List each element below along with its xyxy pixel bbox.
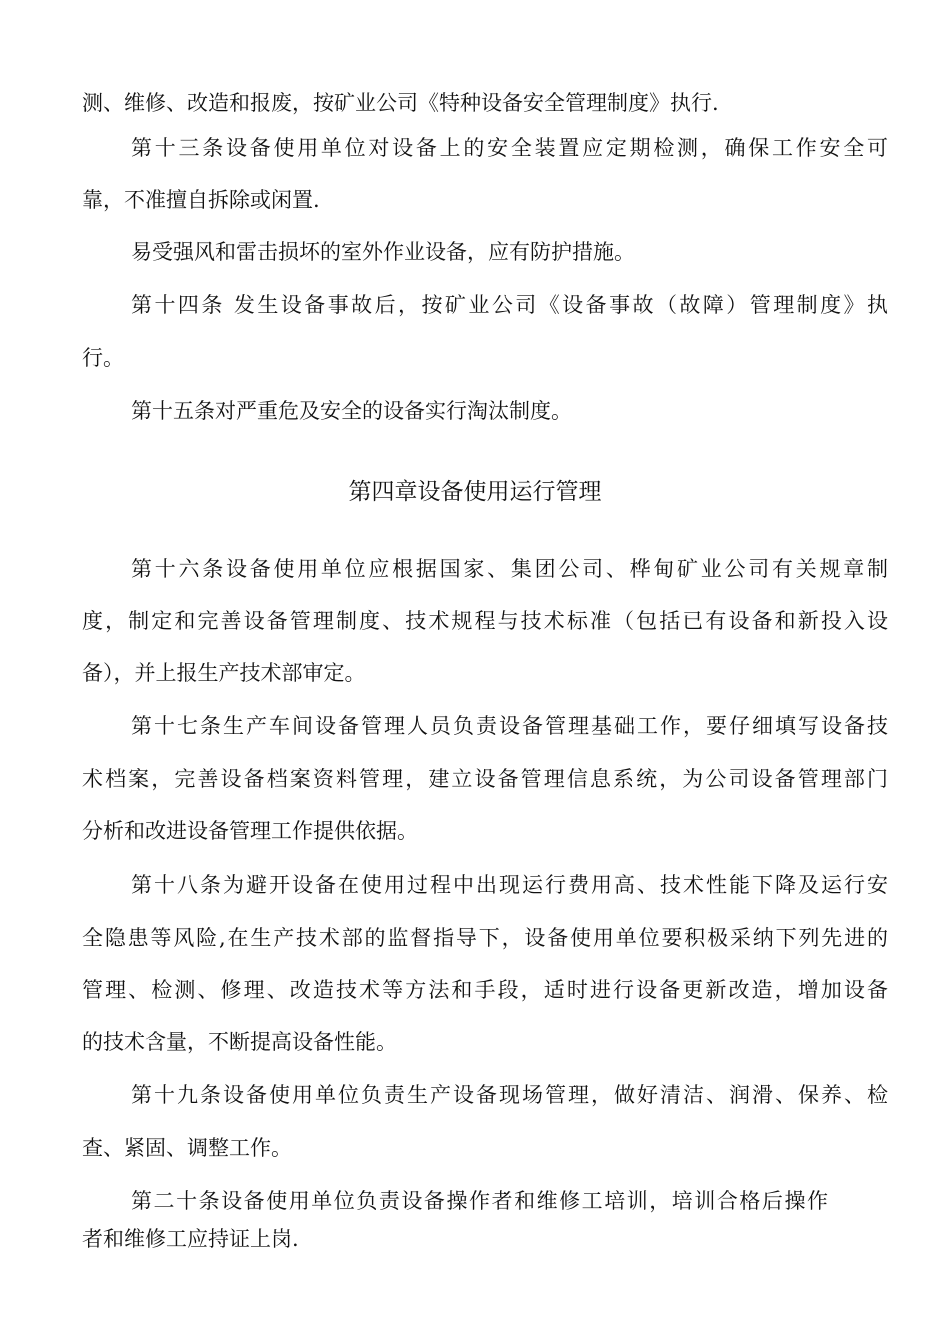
article-14-line: 第十四条 发生设备事故后，按矿业公司《设备事故（故障）管理制度》执 [131,293,888,317]
text-line: 管理、检测、修理、改造技术等方法和手段，适时进行设备更新改造，增加设备 [82,978,888,1002]
article-13-line: 第十三条设备使用单位对设备上的安全装置应定期检测，确保工作安全可 [131,136,888,160]
text-line: 度，制定和完善设备管理制度、技术规程与技术标准（包括已有设备和新投入设 [82,609,888,633]
text-line: 查、紧固、调整工作。 [82,1136,292,1160]
text-line: 分析和改进设备管理工作提供依据。 [82,819,418,843]
chapter-title: 第四章设备使用运行管理 [348,479,602,505]
text-line: 者和维修工应持证上岗. [82,1227,299,1251]
text-line: 的技术含量，不断提高设备性能。 [82,1030,397,1054]
text-line: 测、维修、改造和报废，按矿业公司《特种设备安全管理制度》执行. [82,91,719,115]
text-line: 易受强风和雷击损坏的室外作业设备，应有防护措施。 [131,240,635,264]
text-line: 备），并上报生产技术部审定。 [82,661,366,685]
text-line: 全隐患等风险,在生产技术部的监督指导下，设备使用单位要积极采纳下列先进的 [82,926,888,950]
article-20-line: 第二十条设备使用单位负责设备操作者和维修工培训，培训合格后操作 [131,1189,828,1213]
article-17-line: 第十七条生产车间设备管理人员负责设备管理基础工作，要仔细填写设备技 [131,714,888,738]
article-15-line: 第十五条对严重危及安全的设备实行淘汰制度。 [131,399,572,423]
article-16-line: 第十六条设备使用单位应根据国家、集团公司、桦甸矿业公司有关规章制 [131,557,888,581]
article-18-line: 第十八条为避开设备在使用过程中出现运行费用高、技术性能下降及运行安 [131,873,888,897]
text-line: 靠，不准擅自拆除或闲置. [82,188,320,212]
text-line: 术档案，完善设备档案资料管理，建立设备管理信息系统，为公司设备管理部门 [82,767,888,791]
text-line: 行。 [82,346,124,370]
article-19-line: 第十九条设备使用单位负责生产设备现场管理，做好清洁、润滑、保养、检 [131,1083,888,1107]
